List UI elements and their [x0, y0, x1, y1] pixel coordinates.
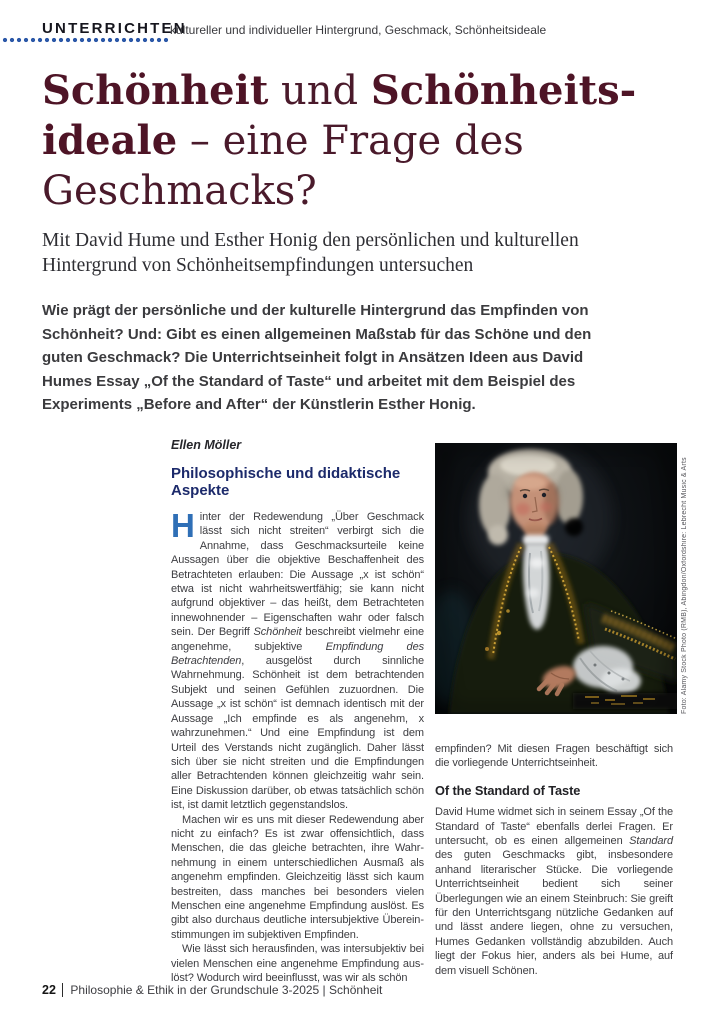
left-column: [171, 438, 424, 985]
page-number: 22: [42, 983, 56, 997]
article-title: [42, 66, 636, 216]
dotted-rule: [2, 37, 168, 43]
paragraph-5: David Hume widmet sich in seinem Essay „Of the Standard of Taste“ ebenfalls derlei Fragen. Er untersucht, ob es einen allgemeinen Standard des guten Geschmacks gibt, insbesondere anhand literarischer Stücke. Die vorliegende Unterrichtseinheit bedient sich seiner Überlegungen wie an einem Steinbruch: Sie greift für den Unterrichtsgang nützliche Gedanken auf und lässt andere liegen, ohne zu versuchen, Humes Gedanken vollständig abzubilden. Auch liegt der Fokus hier, anders als bei Hume, auf dem visuell Schönen.: [435, 806, 673, 977]
section-heading-philosophische: Philosophische und didaktische Aspekte: [171, 465, 401, 499]
paragraph-4: empfinden? Mit diesen Fragen beschäftigt sich die vorliegende Unterrichtseinheit.: [435, 743, 673, 770]
page-footer: [42, 983, 382, 997]
right-column-body: [435, 742, 673, 978]
david-hume-portrait: [435, 443, 677, 714]
drop-cap: H: [171, 507, 195, 544]
right-column: [435, 438, 693, 978]
journal-title: Philosophie & Ethik in der Grundschule 3-2025 | Schönheit: [70, 983, 383, 997]
footer-divider: [62, 983, 64, 997]
left-column-body: [171, 507, 424, 985]
photo-credit: Foto: Alamy Stock Photo (RMB), Abingdon/Oxfordshire: Lebrecht Music & Arts: [681, 457, 688, 714]
masthead-section-label: UNTERRICHTEN: [42, 20, 187, 37]
masthead-topic-label: kultureller und individueller Hintergrund, Geschmack, Schönheitsideale: [170, 23, 547, 37]
title-line-2: ideale – eine Frage des: [42, 117, 524, 164]
portrait-figure: [435, 443, 693, 714]
title-line-3: Geschmacks?: [42, 168, 317, 214]
article-subtitle: Mit David Hume und Esther Honig den persönlichen und kulturellen Hintergrund von Schönheitsempfindungen untersuchen: [42, 230, 579, 276]
sub-heading-standard-of-taste: Of the Standard of Taste: [435, 782, 581, 798]
paragraph-2: Machen wir es uns mit dieser Redewendung aber nicht zu einfach? Es ist zwar offensichtlich, dass Menschen, die das gleiche betrachten, ihre Wahrnehmung in einem unterschiedlichen Ausmaß als angenehm empfinden. Gleichzeitig lässt sich kaum bestreiten, dass manches bei besonders vielen Menschen eine angenehme Empfindung auslöst. Es gibt also durchaus deutliche intersubjektive Übereinstimmungen im subjektiven Empfinden.: [171, 813, 424, 941]
title-line-1: Schönheit und Schönheits-: [42, 67, 637, 114]
author-byline: Ellen Möller: [171, 438, 242, 452]
article-intro: Wie prägt der persönliche und der kulturelle Hintergrund das Empfinden von Schönheit? Und: Gibt es einen allgemeinen Maßstab für das Schöne und den guten Geschmack? Die Unterrichtseinheit folgt in Ansätzen Ideen aus David Humes Essay „Of the Standard of Taste“ und arbeitet mit dem Beispiel des Experiments „Before and After“ der Künstlerin Esther Honig.: [42, 302, 592, 413]
paragraph-3: Wie lässt sich herausfinden, was intersubjektiv bei vielen Menschen eine angenehme Empfindung auslöst? Wodurch wird beeinflusst, was wir als schön: [171, 943, 424, 984]
paragraph-1: Hinter der Redewendung „Über Geschmack lässt sich nicht streiten“ verbirgt sich die Annahme, dass Geschmacksurteile keine Aussagen über die objektive Beschaffenheit des Betrachteten erlauben: Die Aussage „x ist schön“ etwa ist nicht wahrheitswertfähig; sie kann nicht aufgrund objektiver – das heißt, dem Betrachteten innewohnender – Eigenschaften wahr oder falsch sein. Der Begriff Schönheit beschreibt vielmehr eine angenehme, subjektive Empfindung des Betrachtenden, ausgelöst durch sinnliche Wahrnehmung. Schönheit ist dem betrachtenden Subjekt und seinen Gefühlen zuzuordnen. Die Aussage „x ist schön“ ist demnach identisch mit der Aussage „Ich empfinde es als angenehm, x wahrzunehmen.“ Und eine Empfindung ist dem Urteil des Verstands nicht zugänglich. Daher lässt sich über sie nicht streiten und die Empfindungen aller Betrachtenden können gleichzeitig wahr sein. Eine Diskussion darüber, ob etwas tatsächlich schön ist, ist damit letztlich gegenstandslos.: [171, 507, 424, 812]
